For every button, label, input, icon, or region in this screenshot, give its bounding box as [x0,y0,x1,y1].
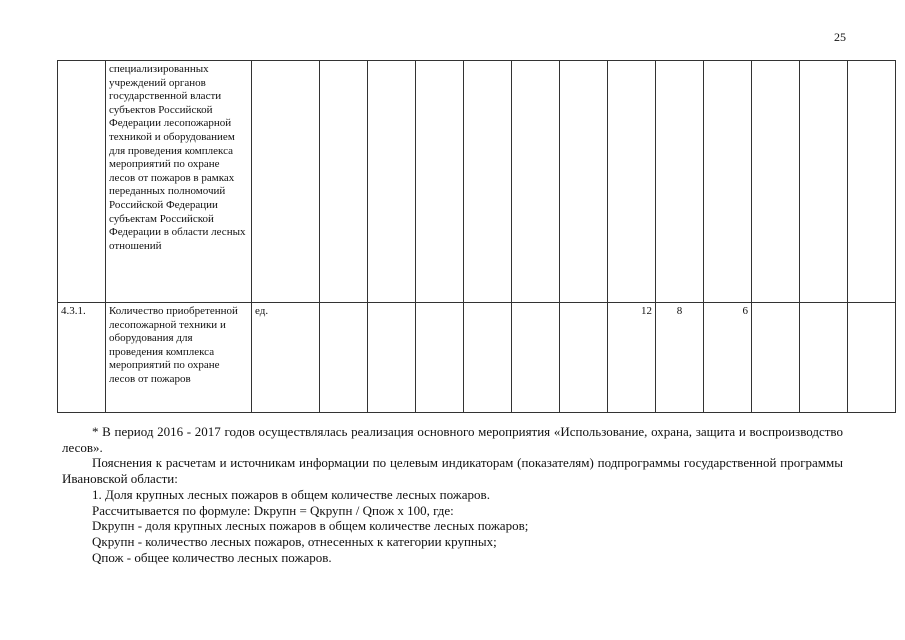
row-value [848,303,896,413]
row-value [512,61,560,303]
formula-text: Рассчитывается по формуле: Dкрупн = Qкрупн / Qпож x 100, где: [92,502,454,518]
row-code: 4.3.1. [58,303,106,413]
row-value [416,61,464,303]
table-row [58,61,896,303]
row-value [608,61,656,303]
row-value [320,61,368,303]
row-value [560,61,608,303]
row-unit: ед. [252,303,320,413]
row-value [656,61,704,303]
row-value [800,303,848,413]
row-name: Количество приобретенной лесопожарной техники и оборудования для проведения комплекса мероприятий по охране лесов от пожаров [106,303,252,413]
row-value [848,61,896,303]
indicator-item: 1. Доля крупных лесных пожаров в общем количестве лесных пожаров. [92,486,490,502]
row-value [368,61,416,303]
indicator-table [57,60,896,413]
row-value: 12 [608,303,656,413]
formula-definition: Qкрупн - количество лесных пожаров, отнесенных к категории крупных; [92,533,497,549]
row-value [752,61,800,303]
row-value [320,303,368,413]
row-value: 8 [656,303,704,413]
row-value: 6 [704,303,752,413]
footnote: * В период 2016 - 2017 годов осуществлялась реализация основного мероприятия «Использование, охрана, защита и воспроизводство лесов». [62,424,843,455]
row-value [752,303,800,413]
row-value [560,303,608,413]
row-name: специализированных учреждений органов государственной власти субъектов Российской Федерации лесопожарной техникой и оборудованием для проведения комплекса мероприятий по охране лесов от пожаров в рамках переданных полномочий Российской Федерации субъектам Российской Федерации в области лесных отношений [106,61,252,303]
row-value [512,303,560,413]
formula-definition: Qпож - общее количество лесных пожаров. [92,549,332,565]
notes-section [62,424,843,565]
row-code [58,61,106,303]
row-value [464,61,512,303]
row-value [368,303,416,413]
explanation-intro: Пояснения к расчетам и источникам информации по целевым индикаторам (показателям) подпрограммы государственной программы Ивановской области: [62,455,843,487]
page-number: 25 [834,30,846,44]
row-value [464,303,512,413]
row-value [704,61,752,303]
formula-definition: Dкрупн - доля крупных лесных пожаров в общем количестве лесных пожаров; [92,518,529,534]
row-value [416,303,464,413]
table-row [58,303,896,413]
row-value [800,61,848,303]
row-unit [252,61,320,303]
